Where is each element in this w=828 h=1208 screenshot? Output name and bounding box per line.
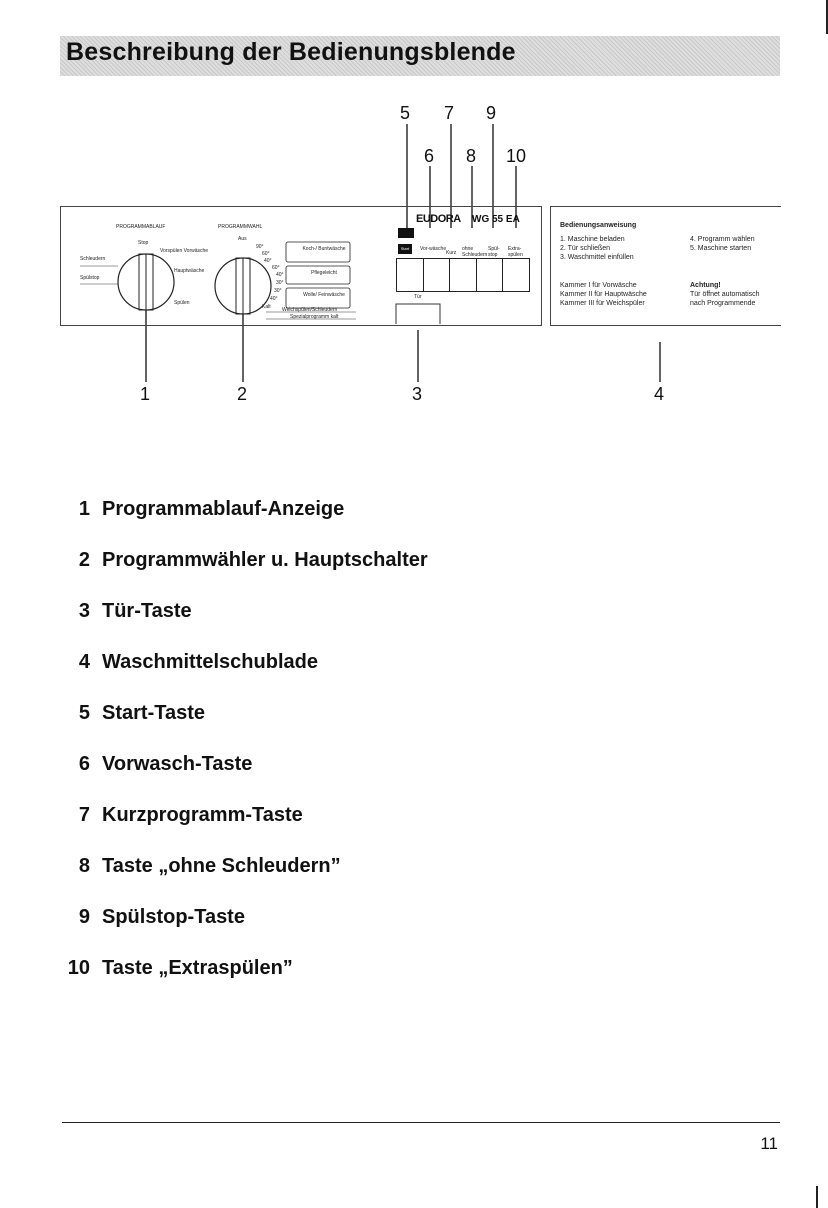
page-title: Beschreibung der Bedienungsblende bbox=[66, 38, 516, 66]
dial2-mark-30a: 30° bbox=[276, 280, 284, 286]
brand-logo: EUDORA bbox=[416, 213, 461, 225]
legend-text: Tür-Taste bbox=[102, 600, 192, 622]
achtung-title: Achtung! bbox=[690, 282, 721, 289]
programmablauf-label: PROGRAMMABLAUF bbox=[116, 224, 166, 230]
program-koch-buntwaesche: Koch-/ Buntwäsche bbox=[302, 246, 346, 252]
instruction-step-1: 1. Maschine beladen bbox=[560, 236, 625, 243]
legend-number: 6 bbox=[78, 753, 90, 775]
legend-item bbox=[60, 600, 192, 628]
button-label-spuelstop: Spül-stop bbox=[488, 246, 500, 258]
callout-10: 10 bbox=[506, 146, 527, 166]
instruction-step-4: 4. Programm wählen bbox=[690, 236, 755, 243]
dial1-mark-spuelen: Spülen bbox=[174, 300, 190, 306]
dial1-mark-schleudern: Schleudern bbox=[80, 256, 106, 262]
callout-4: 4 bbox=[654, 384, 665, 404]
callout-1: 1 bbox=[140, 384, 151, 404]
dial1-mark-hauptwaesche: Hauptwäsche bbox=[174, 268, 205, 274]
chamber-3: Kammer III für Weichspüler bbox=[560, 300, 645, 307]
dial2-mark-90: 90° bbox=[256, 244, 264, 250]
legend-item bbox=[60, 957, 293, 985]
chamber-2: Kammer II für Hauptwäsche bbox=[560, 291, 647, 298]
page-edge-mark bbox=[816, 1186, 818, 1208]
legend-text: Vorwasch-Taste bbox=[102, 753, 253, 775]
button-label-kurz: Kurz bbox=[446, 250, 457, 256]
extraspuelen-button[interactable] bbox=[503, 259, 529, 291]
dial2-mark-30b: 30° bbox=[274, 288, 282, 294]
dial2-mark-aus: Aus bbox=[238, 236, 247, 242]
legend-item bbox=[60, 804, 303, 832]
start-button[interactable]: Start bbox=[398, 244, 412, 254]
dial2-mark-40b: 40° bbox=[276, 272, 284, 278]
legend-number: 7 bbox=[78, 804, 90, 826]
legend-text: Kurzprogramm-Taste bbox=[102, 804, 303, 826]
legend-text: Taste „Extraspülen” bbox=[102, 957, 293, 979]
dial2-mark-60a: 60° bbox=[262, 251, 270, 257]
legend-text: Programmablauf-Anzeige bbox=[102, 498, 345, 520]
instruction-step-2: 2. Tür schließen bbox=[560, 245, 611, 252]
instruction-step-3: 3. Waschmittel einfüllen bbox=[560, 254, 634, 261]
legend-item bbox=[60, 753, 252, 781]
chamber-1: Kammer I für Vorwäsche bbox=[560, 282, 637, 289]
callout-5: 5 bbox=[400, 103, 411, 123]
button-label-vorwaesche: Vor-wäsche bbox=[420, 246, 447, 252]
legend-item bbox=[60, 651, 318, 679]
callout-8: 8 bbox=[466, 146, 477, 166]
footer-rule bbox=[62, 1122, 780, 1123]
achtung-line-2: nach Programmende bbox=[690, 300, 756, 307]
callout-9: 9 bbox=[486, 103, 497, 123]
callout-7: 7 bbox=[444, 103, 455, 123]
dial1-mark-vorspuelen: Vorspülen Vorwäsche bbox=[160, 248, 209, 254]
button-row bbox=[396, 258, 530, 292]
legend-text: Waschmittelschublade bbox=[102, 651, 318, 673]
legend-number: 9 bbox=[78, 906, 90, 928]
dial2-mark-40a: 40° bbox=[264, 258, 272, 264]
callout-6: 6 bbox=[424, 146, 435, 166]
legend-number: 10 bbox=[67, 957, 90, 979]
dial1-mark-stop: Stop bbox=[138, 240, 149, 246]
legend-text: Spülstop-Taste bbox=[102, 906, 245, 928]
program-pflegeleicht: Pflegeleicht bbox=[311, 270, 337, 276]
programmwahl-label: PROGRAMMWAHL bbox=[218, 224, 263, 230]
legend-text: Programmwähler u. Hauptschalter bbox=[102, 549, 428, 571]
legend-text: Taste „ohne Schleudern” bbox=[102, 855, 341, 877]
dial2-mark-40c: 40° bbox=[270, 296, 278, 302]
legend-item bbox=[60, 498, 344, 526]
button-label-ohne-schleudern: ohne Schleudern bbox=[462, 246, 488, 258]
instruction-step-5: 5. Maschine starten bbox=[690, 245, 752, 252]
program-weichspuelen: Weichspülen/Schleudern bbox=[282, 307, 338, 313]
legend-item bbox=[60, 855, 341, 883]
legend-number: 1 bbox=[78, 498, 90, 520]
legend-text: Start-Taste bbox=[102, 702, 205, 724]
legend-item bbox=[60, 702, 205, 730]
ohne-schleudern-button[interactable] bbox=[450, 259, 477, 291]
door-label: Tür bbox=[414, 294, 422, 300]
button-label-extraspuelen: Extra-spülen bbox=[508, 246, 523, 258]
door-button[interactable] bbox=[397, 305, 439, 323]
legend-number: 4 bbox=[78, 651, 90, 673]
model-name: WG 55 EA bbox=[472, 214, 520, 225]
achtung-line-1: Tür öffnet automatisch bbox=[690, 291, 760, 298]
legend-number: 3 bbox=[78, 600, 90, 622]
callout-3: 3 bbox=[412, 384, 423, 404]
legend-number: 8 bbox=[78, 855, 90, 877]
dial2-mark-60b: 60° bbox=[272, 265, 280, 271]
dial2-mark-kalt: Kalt bbox=[262, 304, 271, 310]
kurzprogramm-button[interactable] bbox=[424, 259, 451, 291]
legend-number: 5 bbox=[78, 702, 90, 724]
dial1-mark-spuelstop: Spülstop bbox=[80, 275, 100, 281]
callout-2: 2 bbox=[237, 384, 248, 404]
program-spezial-kalt: Spezialprogramm kalt bbox=[290, 314, 339, 320]
spuelstop-button[interactable] bbox=[477, 259, 504, 291]
page-number: 11 bbox=[760, 1134, 778, 1153]
legend-item bbox=[60, 549, 428, 577]
instructions-heading: Bedienungsanweisung bbox=[560, 222, 637, 229]
legend-item bbox=[60, 906, 245, 934]
program-wolle-feinwaesche: Wolle/ Feinwäsche bbox=[303, 292, 345, 298]
vorwasch-button[interactable] bbox=[397, 259, 424, 291]
legend-number: 2 bbox=[78, 549, 90, 571]
